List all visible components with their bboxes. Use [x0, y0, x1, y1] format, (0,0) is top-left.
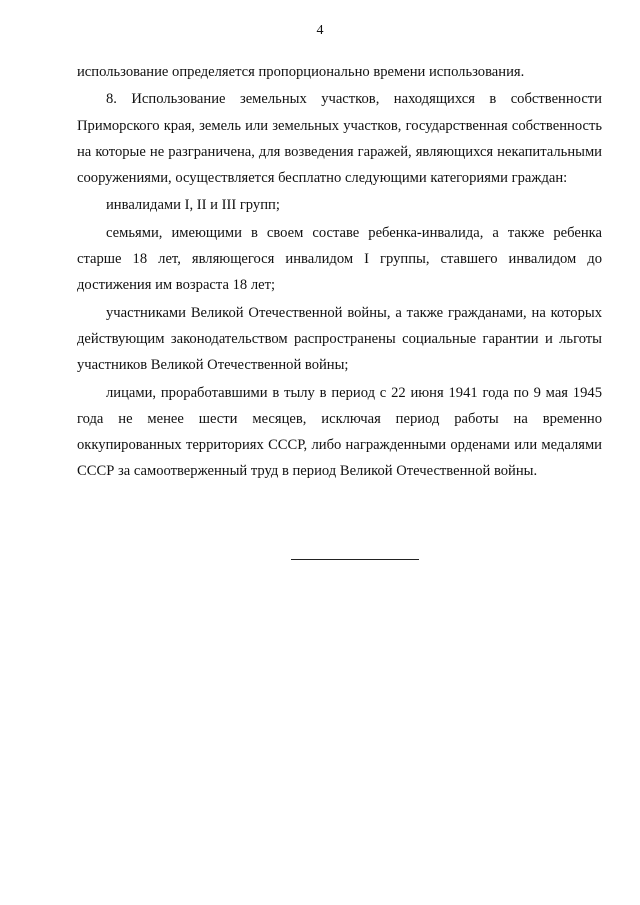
list-item-disabled-groups: инвалидами I, II и III групп; [106, 197, 280, 214]
page-number: 4 [316, 23, 324, 38]
list-item-home-front-workers: лицами, проработавшими в тылу в период с 22 июня 1941 года по 9 мая 1945 года не менее шести месяцев, исключая период работы на временно оккупированных территориях СССР, либо награжденными орденами или медалями СССР за самоотверженный труд в период Великой Отечественной войны. [77, 384, 602, 480]
paragraph-continuation: использование определяется пропорционально времени использования. [77, 64, 525, 80]
list-item-war-participants: участниками Великой Отечественной войны, а также гражданами, на которых действующим законодательством распространены социальные гарантии и льготы участников Великой Отечественной войны; [77, 304, 602, 374]
document-body [77, 59, 602, 486]
end-of-document-rule [291, 559, 419, 560]
list-item-families-with-disabled-child: семьями, имеющими в своем составе ребенка-инвалида, а также ребенка старше 18 лет, являющегося инвалидом I группы, ставшего инвалидом до достижения им возраста 18 лет; [77, 224, 602, 294]
paragraph-clause-8: 8. Использование земельных участков, находящихся в собственности Приморского края, земель или земельных участков, государственная собственность на которые не разграничена, для возведения гаражей, являющихся некапитальными сооружениями, осуществляется бесплатно следующими категориями граждан: [77, 91, 602, 187]
